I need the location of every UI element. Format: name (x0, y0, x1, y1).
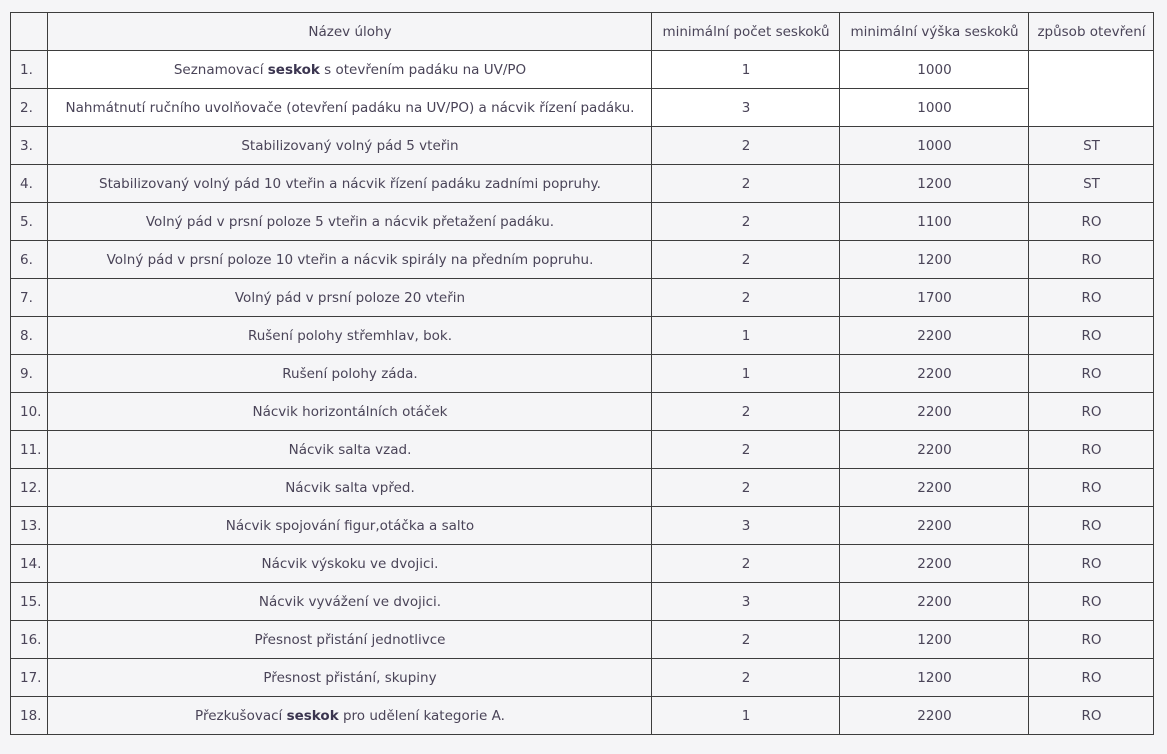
min-height-cell: 2200 (840, 545, 1029, 583)
min-height-cell: 2200 (840, 507, 1029, 545)
min-jumps-cell: 1 (652, 51, 840, 89)
min-jumps-cell: 2 (652, 393, 840, 431)
task-name (48, 545, 652, 583)
min-jumps-cell: 3 (652, 507, 840, 545)
table-header-row (11, 13, 1154, 51)
task-name-text: Nácvik salta vpřed. (285, 479, 415, 496)
task-name-text: Nácvik spojování figur,otáčka a salto (225, 517, 475, 534)
table-row (11, 89, 1154, 127)
table-row (11, 279, 1154, 317)
min-height-cell: 2200 (840, 697, 1029, 735)
opening-method-cell: RO (1029, 393, 1154, 431)
min-height-cell: 2200 (840, 355, 1029, 393)
row-number: 17. (11, 659, 48, 697)
task-name-text: Přesnost přistání jednotlivce (254, 631, 446, 648)
table-row (11, 317, 1154, 355)
table-row (11, 165, 1154, 203)
table-row (11, 545, 1154, 583)
task-name (48, 165, 652, 203)
task-name (48, 127, 652, 165)
min-height-cell: 1000 (840, 51, 1029, 89)
task-name-text: Nahmátnutí ručního uvolňovače (otevření padáku na UV/PO) a nácvik řízení padáku. (65, 99, 635, 116)
opening-method-cell: RO (1029, 203, 1154, 241)
task-name (48, 469, 652, 507)
min-height-cell: 2200 (840, 317, 1029, 355)
min-height-cell: 1000 (840, 89, 1029, 127)
min-jumps-cell: 2 (652, 431, 840, 469)
min-jumps-cell: 2 (652, 621, 840, 659)
row-number: 5. (11, 203, 48, 241)
table-row (11, 621, 1154, 659)
min-jumps-cell: 2 (652, 127, 840, 165)
opening-method-cell (1029, 51, 1154, 127)
task-name (48, 507, 652, 545)
task-name-text: Přesnost přistání, skupiny (263, 669, 437, 686)
row-number: 16. (11, 621, 48, 659)
task-name-text: Seznamovací (173, 61, 268, 78)
task-name-text: Rušení polohy záda. (282, 365, 418, 382)
row-number: 11. (11, 431, 48, 469)
row-number: 18. (11, 697, 48, 735)
opening-method-cell: RO (1029, 355, 1154, 393)
task-name-text: Volný pád v prsní poloze 10 vteřin a nácvik spirály na předním popruhu. (106, 251, 594, 268)
task-name (48, 659, 652, 697)
min-jumps-cell: 2 (652, 203, 840, 241)
min-jumps-cell: 2 (652, 659, 840, 697)
opening-method-cell: RO (1029, 697, 1154, 735)
table-body (11, 51, 1154, 735)
min-height-cell: 1000 (840, 127, 1029, 165)
task-name (48, 621, 652, 659)
row-number: 10. (11, 393, 48, 431)
opening-method-cell: RO (1029, 469, 1154, 507)
table-row (11, 469, 1154, 507)
opening-method-cell: RO (1029, 621, 1154, 659)
table-row (11, 659, 1154, 697)
table-row (11, 51, 1154, 89)
task-name-text: Stabilizovaný volný pád 10 vteřin a nácvik řízení padáku zadními popruhy. (99, 175, 601, 192)
opening-method-cell: RO (1029, 431, 1154, 469)
task-name-text-end: s otevřením padáku na UV/PO (319, 61, 527, 78)
min-jumps-cell: 2 (652, 165, 840, 203)
table-row (11, 431, 1154, 469)
opening-method-cell: ST (1029, 165, 1154, 203)
task-name (48, 89, 652, 127)
row-number: 3. (11, 127, 48, 165)
min-jumps-cell: 2 (652, 469, 840, 507)
min-jumps-cell: 1 (652, 317, 840, 355)
row-number: 12. (11, 469, 48, 507)
row-number: 15. (11, 583, 48, 621)
task-name (48, 393, 652, 431)
task-name-text: Volný pád v prsní poloze 5 vteřin a nácvik přetažení padáku. (145, 213, 555, 230)
table-row (11, 203, 1154, 241)
opening-method-cell: RO (1029, 583, 1154, 621)
task-name-text: Rušení polohy střemhlav, bok. (247, 327, 453, 344)
task-name-text-end: pro udělení kategorie A. (338, 707, 505, 724)
header-opening-method: způsob otevření (1029, 13, 1154, 51)
task-name-text: Přezkušovací (195, 707, 287, 724)
task-name-keyword: seskok (267, 61, 320, 78)
table-row (11, 355, 1154, 393)
opening-method-cell: RO (1029, 317, 1154, 355)
task-name-text: Stabilizovaný volný pád 5 vteřin (241, 137, 459, 154)
opening-method-cell: RO (1029, 241, 1154, 279)
header-task-name: Název úlohy (48, 13, 652, 51)
min-height-cell: 2200 (840, 583, 1029, 621)
min-height-cell: 1200 (840, 241, 1029, 279)
task-name (48, 583, 652, 621)
task-name (48, 51, 652, 89)
table-row (11, 583, 1154, 621)
row-number: 9. (11, 355, 48, 393)
table-row (11, 127, 1154, 165)
table-row (11, 697, 1154, 735)
table-row (11, 241, 1154, 279)
min-jumps-cell: 3 (652, 583, 840, 621)
min-height-cell: 1100 (840, 203, 1029, 241)
row-number: 7. (11, 279, 48, 317)
table-row (11, 393, 1154, 431)
header-number (11, 13, 48, 51)
row-number: 4. (11, 165, 48, 203)
task-name-text: Nácvik salta vzad. (288, 441, 412, 458)
min-height-cell: 2200 (840, 393, 1029, 431)
min-jumps-cell: 3 (652, 89, 840, 127)
task-name (48, 431, 652, 469)
min-jumps-cell: 2 (652, 241, 840, 279)
opening-method-cell: RO (1029, 507, 1154, 545)
min-jumps-cell: 2 (652, 279, 840, 317)
row-number: 13. (11, 507, 48, 545)
min-height-cell: 2200 (840, 431, 1029, 469)
row-number: 6. (11, 241, 48, 279)
task-name (48, 317, 652, 355)
min-height-cell: 1200 (840, 659, 1029, 697)
task-name-text: Nácvik horizontálních otáček (252, 403, 448, 420)
min-height-cell: 1200 (840, 165, 1029, 203)
task-name (48, 203, 652, 241)
task-name (48, 279, 652, 317)
task-name (48, 697, 652, 735)
min-height-cell: 1700 (840, 279, 1029, 317)
opening-method-cell: ST (1029, 127, 1154, 165)
row-number: 2. (11, 89, 48, 127)
row-number: 8. (11, 317, 48, 355)
opening-method-cell: RO (1029, 659, 1154, 697)
header-min-height: minimální výška seskoků (840, 13, 1029, 51)
min-jumps-cell: 1 (652, 355, 840, 393)
task-name-text: Volný pád v prsní poloze 20 vteřin (234, 289, 466, 306)
opening-method-cell: RO (1029, 279, 1154, 317)
min-jumps-cell: 1 (652, 697, 840, 735)
header-min-jumps: minimální počet seskoků (652, 13, 840, 51)
row-number: 14. (11, 545, 48, 583)
jump-tasks-table (10, 12, 1154, 735)
task-name-text: Nácvik výskoku ve dvojici. (261, 555, 439, 572)
opening-method-cell: RO (1029, 545, 1154, 583)
task-name (48, 355, 652, 393)
min-height-cell: 1200 (840, 621, 1029, 659)
min-height-cell: 2200 (840, 469, 1029, 507)
min-jumps-cell: 2 (652, 545, 840, 583)
row-number: 1. (11, 51, 48, 89)
task-name-keyword: seskok (286, 707, 339, 724)
task-name-text: Nácvik vyvážení ve dvojici. (258, 593, 442, 610)
table-row (11, 507, 1154, 545)
task-name (48, 241, 652, 279)
